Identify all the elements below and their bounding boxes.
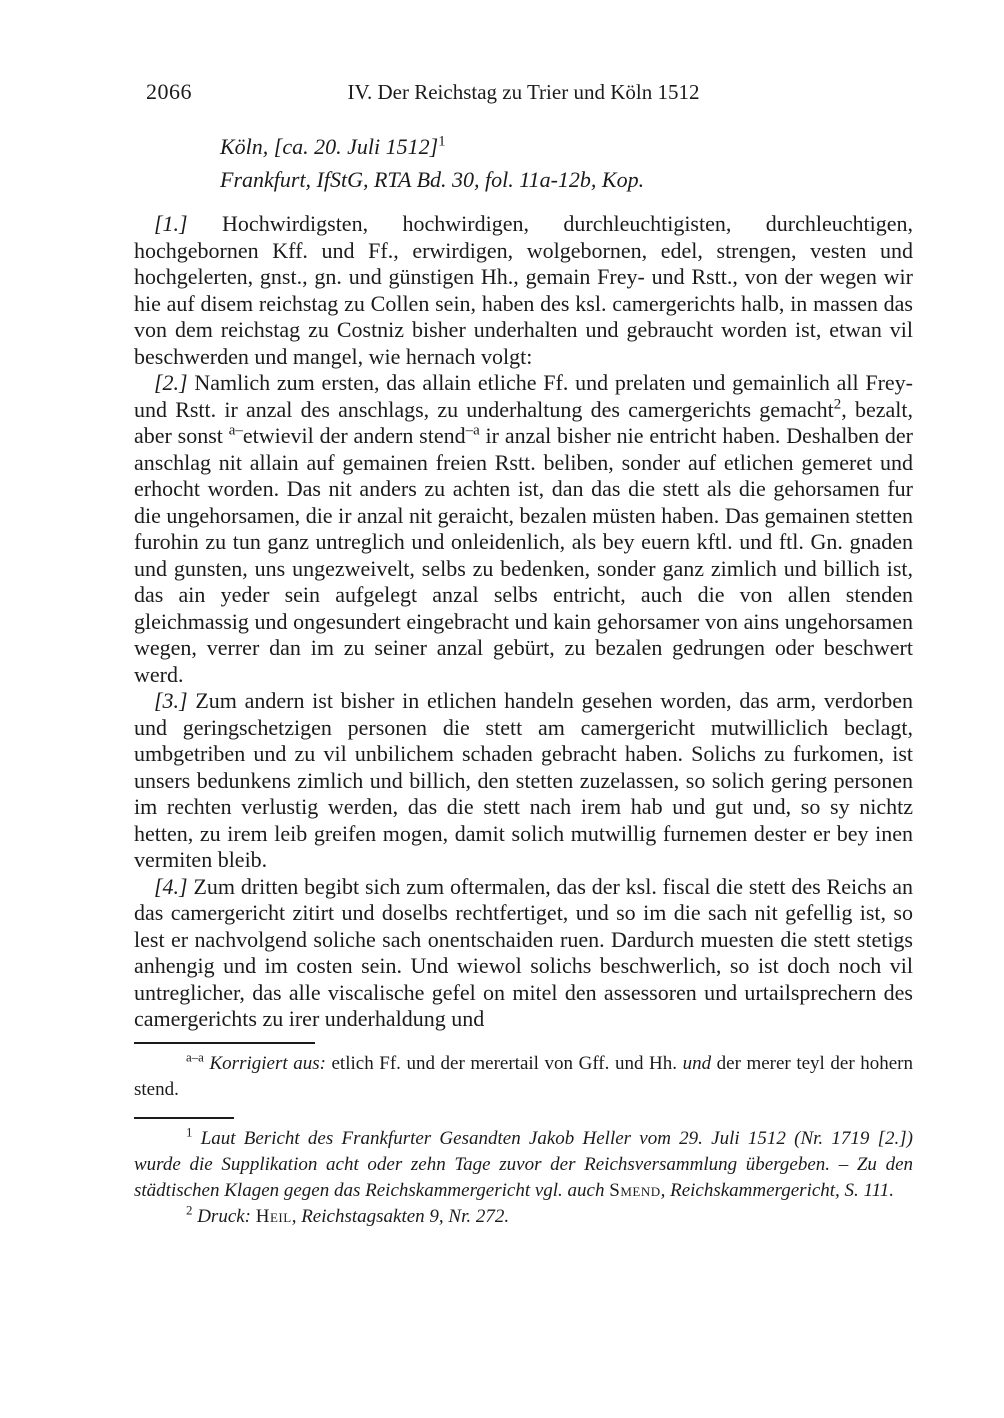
source-line: Frankfurt, IfStG, RTA Bd. 30, fol. 11a-12b, Kop. [220, 167, 645, 192]
page-number: 2066 [146, 79, 192, 104]
paragraph-3: [3.] Zum andern ist bisher in etlichen handeln gesehen worden, das arm, verdorben und geringschetzigen personen die stett am camergericht mutwilliclich beclagt, umbgetriben und zu vil unbilichem schaden gebracht haben. Solichs zu furkomen, ist unsers bedunkens zimlich und billich, den stetten zuzelassen, so solich gering personen im rechten verlustig werden, das die stett nach irem hab und gut und, so sy nichtz hetten, zu irem leib greifen mogen, damit solich mutwillig furnemen dester er bey inen vermiten bleib. [134, 688, 914, 872]
apparatus-section [134, 1042, 913, 1230]
footnote-separator-rule [134, 1117, 234, 1119]
footnote-2: $^2$ Druck: Heil, Reichstagsakten 9, Nr. 272. [186, 1202, 510, 1227]
paragraph-1: [1.] Hochwirdigsten, hochwirdigen, durchleuchtigisten, durchleuchtigen, hochgebornen Kff. und Ff., erwirdigen, wolgebornen, edel, strengen, vesten und hochgelerten, gnst., gn. und günstigen Hh., gemain Frey- und Rstt., von der wegen wir hie auf disem reichstag zu Collen sein, haben des ksl. camergerichts halb, in massen das von dem reichstag zu Costniz bisher underhalten und gebraucht worden ist, etwan vil beschwerden und mangel, wie hernach volgt: [134, 211, 914, 369]
paragraph-4: [4.] Zum dritten begibt sich zum oftermalen, das der ksl. fiscal die stett des Reichs an das camergericht zitirt und doselbs rechtfertiget, und so im die sach nit gefellig ist, so lest er nachvolgend soliche sach onentschaiden ruen. Dardurch muesten die stett stetigs anhengig und im costen sein. Und wiewol solichs beschwerlich, so ist doch noch vil untreglicher, das alle viscalische gefel on mitel den assessoren und urtailsprechern des camergerichts zu irer underhaldung und [134, 873, 914, 1031]
text-column [134, 0, 913, 1230]
running-head: IV. Der Reichstag zu Trier und Köln 1512 [347, 80, 700, 104]
place-date-line: Köln, [ca. 20. Juli 1512]$^1$ [220, 133, 446, 159]
apparatus-note: $^{a-a}$ Korrigiert aus: etlich Ff. und der merertail von Gff. und Hh. und der merer teyl der hohern stend. [134, 1049, 913, 1100]
page-header [134, 78, 913, 106]
document-heading [220, 130, 913, 196]
document-body [134, 211, 913, 1033]
paragraph-2: [2.] Namlich zum ersten, das allain etliche Ff. und prelaten und gemainlich all Frey- und Rstt. ir anzal des anschlags, zu underhaltung des camergerichts gemacht$^2$, bezalt, aber sonst $^{a-}$etwievil der andern stend$^{-a}$ ir anzal bisher nie entricht haben. Deshalben der anschlag nit allain auf gemainen freien Rstt. beliben, sonder auf etlichen gemeret und erhocht worden. Das nit anders zu achten ist, dan das die stett als die gehorsamen fur die ungehorsamen, die ir anzal nit geraicht, bezalen müsten haben. Das gemainen stetten furohin zu tun ganz untreglich und onleidenlich, als bey euern kftl. und ftl. Gn. gnaden und gunsten, uns ungezweivelt, selbs zu bedenken, sonder ganz zimlich und billich ist, das ain yeder sein aufgelegt anzal selbs entricht, auch die von allen stenden gleichmassig und ongesundert eingebracht und kain gehorsamer von ains ungehorsamen wegen, verrer dan im zu seiner anzal gebürt, zu bezalen gedrungen oder beschwert werd. [134, 370, 914, 687]
apparatus-separator-rule [134, 1042, 315, 1044]
footnote-1: $^1$ Laut Bericht des Frankfurter Gesandten Jakob Heller vom 29. Juli 1512 (Nr. 1719 [2.]) wurde die Supplikation acht oder zehn Tage zuvor der Reichsversammlung übergeben. – Zu den städtischen Klagen gegen das Reichskammergericht vgl. auch Smend, Reichskammergericht, S. 111. [134, 1124, 913, 1201]
